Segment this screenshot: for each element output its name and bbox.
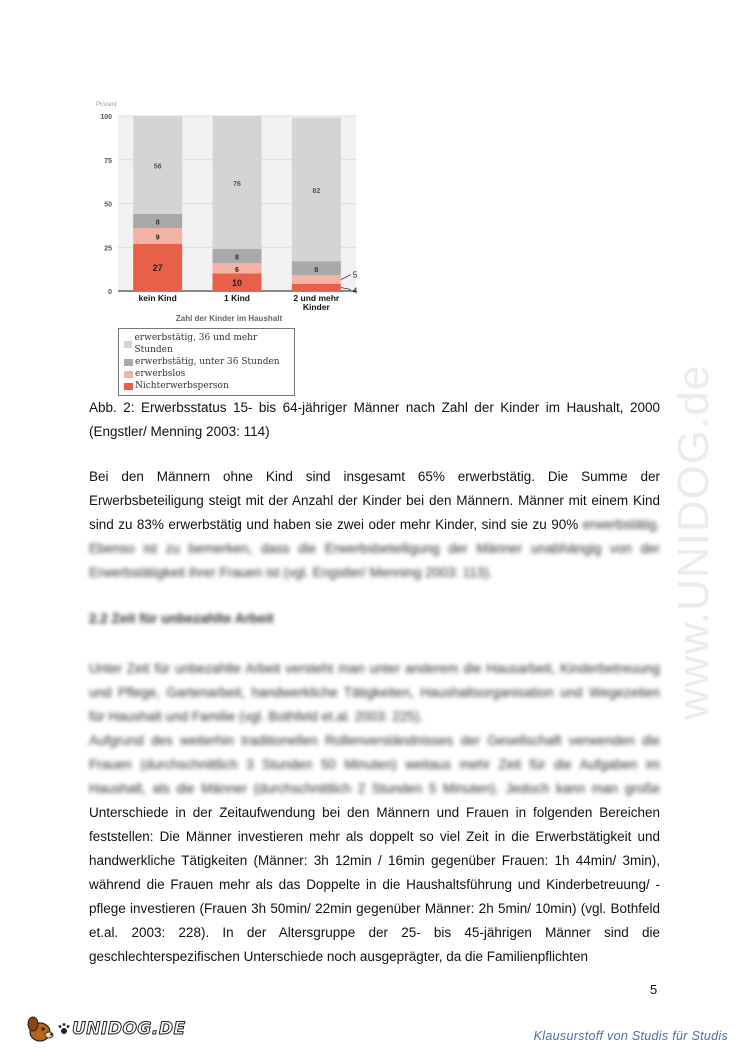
watermark [646, 280, 736, 730]
y-tick-label: 25 [104, 245, 112, 253]
y-tick-label: 50 [104, 201, 112, 209]
figure-caption: Abb. 2: Erwerbsstatus 15- bis 64-jähriger Männer nach Zahl der Kinder im Haushalt, 2000 (Engstler/ Menning 2003: 114) [89, 400, 660, 439]
legend-swatch [124, 341, 132, 348]
x-tick-label: 2 und mehr [293, 293, 340, 303]
data-label: 27 [152, 262, 163, 273]
y-tick-label: 75 [104, 157, 112, 165]
x-tick-label: Kinder [302, 302, 330, 312]
paragraph-1-text: Bei den Männern ohne Kind sind insgesamt 65% erwerbstätig. Die Summe der Erwerbsbeteiligung steigt mit der Anzahl der Kinder bei den Männern. Männer mit einem Kind sind zu 83% erwerbstätig und haben sie zwei oder mehr Kinder, sind sie zu 90% [89, 469, 660, 532]
legend-item [124, 332, 289, 356]
bar-segment [292, 275, 341, 284]
legend-label: erwerbstätig, 36 und mehr Stunden [134, 333, 258, 355]
data-label: 8 [235, 254, 239, 262]
data-label: 8 [314, 266, 319, 274]
legend-label: erwerbslos [135, 369, 186, 379]
paragraph-1 [89, 465, 660, 585]
data-label: 9 [155, 234, 160, 242]
bar-segment [292, 284, 341, 291]
chart-legend [118, 328, 295, 396]
data-label: 82 [312, 188, 321, 195]
paragraph-3 [89, 729, 660, 969]
data-label: 6 [235, 266, 239, 274]
legend-item [124, 368, 289, 380]
dog-icon [24, 1014, 58, 1044]
side-label: 5 [352, 270, 358, 280]
data-label: 76 [233, 181, 241, 188]
unidog-logo [24, 1014, 186, 1044]
x-tick-label: 1 Kind [224, 293, 250, 303]
legend-label: erwerbstätig, unter 36 Stunden [135, 357, 280, 367]
legend-label: Nichterwerbsperson [135, 381, 229, 391]
logo-text: UNIDOG.DE [72, 1019, 186, 1039]
y-axis-title: Prozent [96, 102, 117, 108]
y-tick-label: 100 [100, 114, 112, 121]
watermark-text: www.UNIDOG.de [669, 364, 718, 720]
footer-slogan: Klausurstoff von Studis für Studis [533, 1029, 728, 1043]
legend-swatch [124, 359, 133, 366]
paw-icon [58, 1022, 70, 1036]
chart-svg [88, 96, 360, 326]
x-tick-label: kein Kind [138, 293, 177, 303]
legend-swatch [124, 371, 133, 378]
y-tick-label: 0 [108, 289, 112, 296]
page-number: 5 [650, 982, 658, 997]
data-label: 10 [231, 277, 243, 288]
legend-item [124, 380, 289, 392]
legend-swatch [124, 383, 133, 390]
x-axis-title: Zahl der Kinder im Haushalt [175, 314, 283, 323]
paragraph-1-blurred: erwerbstätig. Ebenso ist zu bemerken, dass die Erwerbsbeteiligung der Männer unabhängig von der Erwerbstätigkeit ihrer Frauen ist (vgl. Engstler/ Menning 2003: 113). [89, 517, 660, 580]
section-heading: 2.2 Zeit für unbezahlte Arbeit [89, 611, 274, 626]
paragraph-3-blurred: Aufgrund des weiterhin traditionellen Rollenverständnisses der Gesellschaft verwenden die Frauen (durchschnittlich 3 Stunden 50 Minuten) weitaus mehr Zeit für die Aufgaben im Haushalt, als die Männer (durchschnittlich 2 Stunden 5 Minuten). Jedoch kann man große [89, 733, 660, 796]
paragraph-2: Unter Zeit für unbezahlte Arbeit versteht man unter anderem die Hausarbeit, Kinderbetreuung und Pflege, Gartenarbeit, handwerkliche Tätigkeiten, Haushaltsorganisation und Wegezeiten für Haushalt und Familie (vgl. Bothfeld et.al. 2003: 225). [89, 661, 660, 724]
paragraph-3-text: Unterschiede in der Zeitaufwendung bei den Männern und Frauen in folgenden Bereichen feststellen: Die Männer investieren mehr als doppelt so viel Zeit in die Erwerbstätigkeit und handwerkliche Tätigkeiten (Männer: 3h 12min / 16min gegenüber Frauen: 1h 44min/ 3min), während die Frauen mehr als das Doppelte in die Haushaltsführung und Kinderbetreuung/ -pflege investieren (Frauen 3h 50min/ 22min gegenüber Männer: 2h 5min/ 10min) (vgl. Bothfeld et.al. 2003: 228). In der Altersgruppe der 25- bis 45-jährigen Männer sind die geschlechterspezifischen Unterschiede noch ausgeprägter, da die Familienpflichten [89, 805, 660, 964]
side-label: 4 [352, 286, 358, 296]
legend-item [124, 356, 289, 368]
data-label: 8 [155, 219, 160, 227]
data-label: 56 [153, 163, 162, 171]
